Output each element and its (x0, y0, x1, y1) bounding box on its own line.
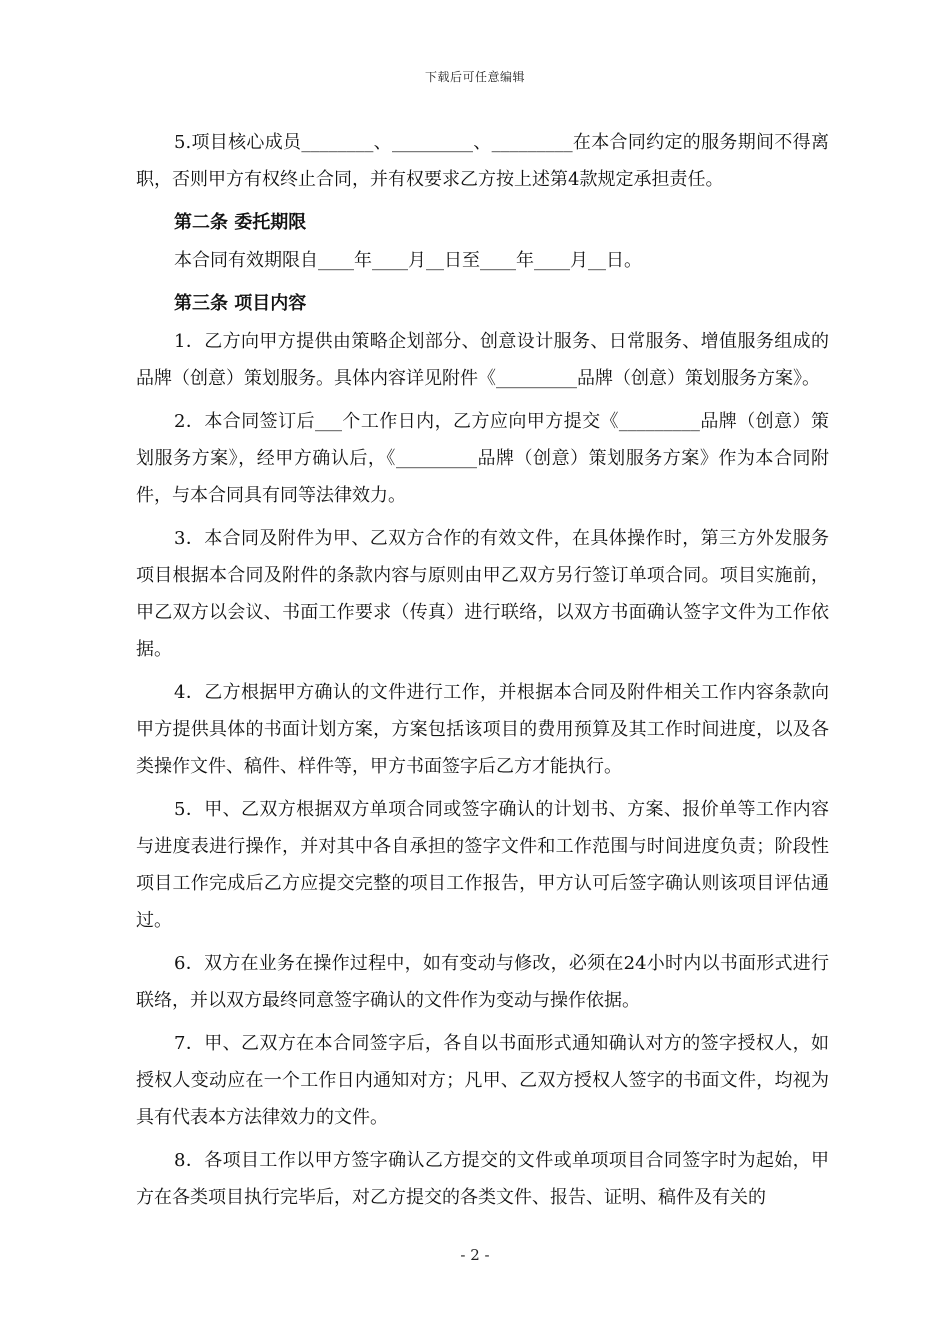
clause-5-core-members: 5.项目核心成员________、_________、_________在本合同约定的服务期间不得离职，否则甲方有权终止合同，并有权要求乙方按上述第4款规定承担责任。 (136, 132, 829, 190)
content-item-6: 6．双方在业务在操作过程中，如有变动与修改，必须在24小时内以书面形式进行联络，并以双方最终同意签字确认的文件作为变动与操作依据。 (136, 953, 829, 1011)
page-header: 下载后可任意编辑 (424, 70, 525, 84)
content-item-2: 2．本合同签订后___个工作日内，乙方应向甲方提交《_________品牌（创意）策划服务方案》，经甲方确认后，《_________品牌（创意）策划服务方案》作为本合同附件，与本合同具有同等法律效力。 (136, 411, 829, 506)
section-heading-term: 第二条 委托期限 (174, 212, 307, 233)
content-item-1: 1．乙方向甲方提供由策略企划部分、创意设计服务、日常服务、增值服务组成的品牌（创意）策划服务。具体内容详见附件《_________品牌（创意）策划服务方案》。 (136, 331, 829, 389)
content-item-5: 5．甲、乙双方根据双方单项合同或签字确认的计划书、方案、报价单等工作内容与进度表进行操作，并对其中各自承担的签字文件和工作范围与时间进度负责；阶段性项目工作完成后乙方应提交完整的项目工作报告，甲方认可后签字确认则该项目评估通过。 (136, 799, 829, 931)
content-item-3: 3．本合同及附件为甲、乙双方合作的有效文件，在具体操作时，第三方外发服务项目根据本合同及附件的条款内容与原则由甲乙双方另行签订单项合同。项目实施前，甲乙双方以会议、书面工作要求（传真）进行联络，以双方书面确认签字文件为工作依据。 (136, 528, 829, 660)
document-body (136, 124, 829, 1216)
content-item-8: 8．各项目工作以甲方签字确认乙方提交的文件或单项项目合同签字时为起始，甲方在各类项目执行完毕后，对乙方提交的各类文件、报告、证明、稿件及有关的 (136, 1150, 829, 1208)
content-item-4: 4．乙方根据甲方确认的文件进行工作，并根据本合同及附件相关工作内容条款向甲方提供具体的书面计划方案，方案包括该项目的费用预算及其工作时间进度，以及各类操作文件、稿件、样件等，甲方书面签字后乙方才能执行。 (136, 682, 829, 777)
content-item-7: 7．甲、乙双方在本合同签字后，各自以书面形式通知确认对方的签字授权人，如授权人变动应在一个工作日内通知对方；凡甲、乙双方授权人签字的书面文件，均视为具有代表本方法律效力的文件。 (136, 1033, 829, 1128)
page-number: - 2 - (460, 1246, 490, 1264)
validity-period: 本合同有效期限自____年____月__日至____年____月__日。 (174, 250, 642, 271)
section-heading-content: 第三条 项目内容 (174, 293, 307, 314)
